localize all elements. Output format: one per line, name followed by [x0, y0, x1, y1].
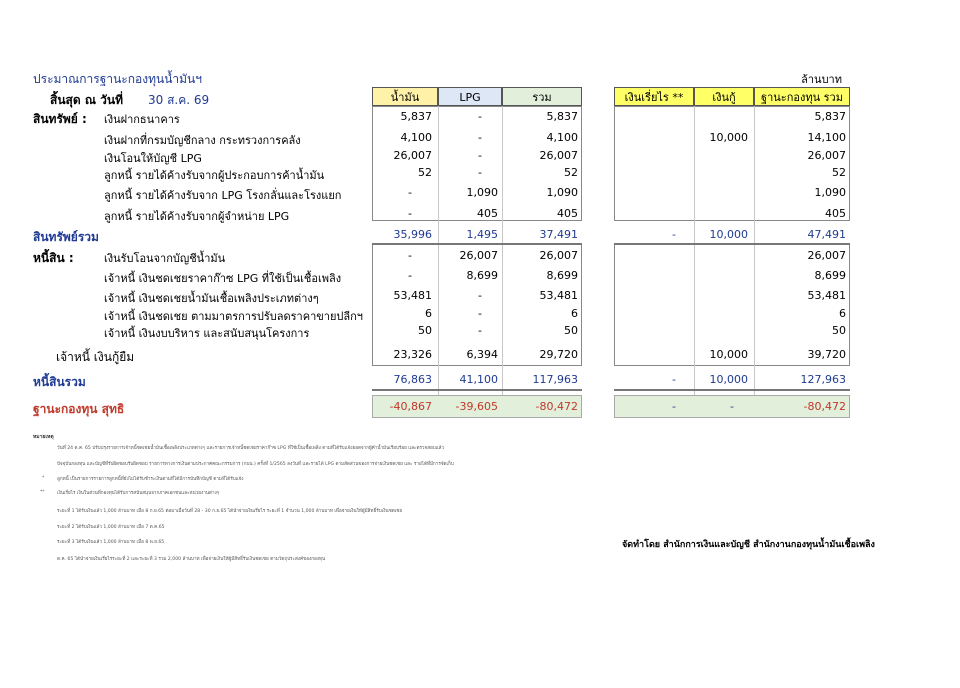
- cell-loan: -: [730, 400, 734, 413]
- cell-lpg: -: [478, 324, 482, 337]
- cell-fund: 1,090: [814, 186, 846, 199]
- cell-total: -80,472: [535, 400, 578, 413]
- cell-total: 1,090: [546, 186, 578, 199]
- note-line: เงินเรี่ยไร เงินในส่วนที่กองทุนได้รับการสนับสนุนจากภาคเอกชนและหน่วยงานต่างๆ: [57, 491, 220, 496]
- cell-oil: 6: [425, 307, 432, 320]
- cell-oil: 4,100: [400, 131, 432, 144]
- row-label: ลูกหนี้ รายได้ค้างรับจากผู้ประกอบการค้าน้ำมัน: [104, 169, 325, 182]
- cell-lpg: -: [478, 289, 482, 302]
- cell-cash: -: [672, 400, 676, 413]
- cell-lpg: 1,090: [466, 186, 498, 199]
- header-cash: เงินเรี่ยไร **: [614, 87, 694, 106]
- row-label: เจ้าหนี้ เงินกู้ยืม: [56, 350, 135, 364]
- cell-oil: 50: [418, 324, 432, 337]
- cell-fund: 47,491: [807, 228, 846, 241]
- row-label: เจ้าหนี้ เงินชดเชยน้ำมันเชื้อเพลิงประเภทต่างๆ: [104, 292, 319, 305]
- divider: [372, 243, 582, 245]
- cell-lpg: -39,605: [455, 400, 498, 413]
- cell-lpg: -: [478, 149, 482, 162]
- row-label: เจ้าหนี้ เงินชดเชยราคาก๊าซ LPG ที่ใช้เป็นเชื้อเพลิง: [104, 272, 342, 285]
- cell-oil: 53,481: [393, 289, 432, 302]
- note-marker: *: [42, 476, 45, 481]
- cell-fund: 26,007: [807, 149, 846, 162]
- note-line: ลูกหนี้ เป็นรายการรายการลูกหนี้ที่ยังไม่ได้รับชำระเงินตามที่ได้มีการบันทึกบัญชี ตามที่ได้รับแจ้ง: [57, 477, 244, 482]
- cell-lpg: 41,100: [459, 373, 498, 386]
- liabilities-section-label: หนี้สิน :: [33, 251, 74, 265]
- divider: [754, 106, 755, 417]
- cell-oil: -40,867: [389, 400, 432, 413]
- header-oil: น้ำมัน: [372, 87, 438, 106]
- cell-total: 8,699: [546, 269, 578, 282]
- row-label: ฐานะกองทุน สุทธิ: [33, 402, 125, 416]
- row-label: เงินฝากที่กรมบัญชีกลาง กระทรวงการคลัง: [104, 134, 301, 147]
- cell-lpg: 6,394: [466, 348, 498, 361]
- header-lpg: LPG: [438, 87, 502, 106]
- cell-total: 405: [557, 207, 578, 220]
- cell-oil: 52: [418, 166, 432, 179]
- cell-total: 50: [564, 324, 578, 337]
- prepared-by: จัดทำโดย สำนักการเงินและบัญชี สำนักงานกองทุนน้ำมันเชื้อเพลิง: [622, 540, 875, 550]
- cell-oil: -: [408, 249, 412, 262]
- cell-fund: 39,720: [807, 348, 846, 361]
- as-of-date: 30 ส.ค. 69: [148, 93, 210, 107]
- cell-loan: 10,000: [709, 373, 748, 386]
- assets-section-label: สินทรัพย์ :: [33, 112, 87, 126]
- cell-cash: -: [672, 373, 676, 386]
- cell-fund: 6: [839, 307, 846, 320]
- cell-fund: 53,481: [807, 289, 846, 302]
- cell-loan: 10,000: [709, 131, 748, 144]
- cell-lpg: -: [478, 166, 482, 179]
- cell-oil: 5,837: [400, 110, 432, 123]
- cell-loan: 10,000: [709, 228, 748, 241]
- row-label: เจ้าหนี้ เงินชดเชย ตามมาตรการปรับลดราคาขายปลีกฯ: [104, 310, 363, 323]
- cell-oil: -: [408, 207, 412, 220]
- cell-total: 26,007: [539, 149, 578, 162]
- note-line: ต.ค. 65 ได้นำจ่ายเงินเรี่ยไรระยะที่ 2 และระยะที่ 3 รวม 2,000 ล้านบาท เพื่อจ่ายเงินให้ผู้มีสิทธิ์รับเงินชดเชย ตามวัตถุประสงค์ของกองทุน: [57, 557, 326, 562]
- cell-lpg: 26,007: [459, 249, 498, 262]
- cell-total: 26,007: [539, 249, 578, 262]
- cell-total: 4,100: [546, 131, 578, 144]
- cell-cash: -: [672, 228, 676, 241]
- cell-lpg: -: [478, 131, 482, 144]
- cell-lpg: -: [478, 307, 482, 320]
- note-line: วันที่ 24 ต.ค. 65 ปรับปรุงรายการเจ้าหนี้ชดเชยน้ำมันเชื้อเพลิงประเภทต่างๆ และรายการเจ้าหนี้ชดเชยราคาก๊าซ LPG ที่ใช้เป็นเชื้อเพลิง ตามที่ได้รับแจ้งยอดจากผู้ค้าน้ำมันเรียบร้อย และตรวจสอบแล้ว: [57, 446, 445, 451]
- cell-lpg: 8,699: [466, 269, 498, 282]
- note-line: ระยะที่ 1 ได้รับเงินแล้ว 1,000 ล้านบาท เมื่อ 8 ก.ย.65 ต่อมาเมื่อวันที่ 28 - 30 ก.ย.65 ได้นำจ่ายเงินเรี่ยไร ระยะที่ 1 จำนวน 1,000 ล้านบาท เพื่อจ่ายเงินให้ผู้มีสิทธิ์รับเงินชดเชย: [57, 509, 403, 514]
- cell-oil: 23,326: [393, 348, 432, 361]
- cell-oil: 76,863: [393, 373, 432, 386]
- note-marker: **: [40, 490, 45, 495]
- note-line: ปัจจุบันกองทุน และบัญชีที่รับผิดชอบรับผิดชอบ รายการทางการเงินตามประกาศคณะกรรมการ (กบน.) ครั้งที่ 1/2565 ลงวันที่ และรายได้ LPG ตามสัดส่วนของการจ่ายเงินชดเชย และ รายได้ที่มีการจัดเก็บ: [57, 462, 454, 467]
- cell-fund: 8,699: [814, 269, 846, 282]
- cell-total: 6: [571, 307, 578, 320]
- row-label: หนี้สินรวม: [33, 375, 86, 389]
- cell-oil: 35,996: [393, 228, 432, 241]
- assets-frame-left: [372, 106, 582, 221]
- header-fund-total: ฐานะกองทุน รวม: [754, 87, 850, 106]
- divider: [614, 389, 850, 391]
- cell-total: 37,491: [539, 228, 578, 241]
- cell-oil: 26,007: [393, 149, 432, 162]
- cell-fund: 5,837: [814, 110, 846, 123]
- cell-fund: 127,963: [800, 373, 846, 386]
- note-line: ระยะที่ 3 ได้รับเงินแล้ว 1,000 ล้านบาท เมื่อ 8 พ.ย.65: [57, 540, 165, 545]
- cell-fund: -80,472: [803, 400, 846, 413]
- cell-lpg: -: [478, 110, 482, 123]
- cell-lpg: 1,495: [466, 228, 498, 241]
- cell-oil: -: [408, 269, 412, 282]
- divider: [372, 389, 582, 391]
- row-label: เงินฝากธนาคาร: [104, 113, 180, 126]
- row-label: ลูกหนี้ รายได้ค้างรับจาก LPG โรงกลั่นและโรงแยก: [104, 189, 342, 202]
- cell-total: 29,720: [539, 348, 578, 361]
- cell-total: 5,837: [546, 110, 578, 123]
- report-title: ประมาณการฐานะกองทุนน้ำมันฯ: [33, 72, 202, 86]
- cell-total: 117,963: [532, 373, 578, 386]
- cell-total: 52: [564, 166, 578, 179]
- cell-fund: 14,100: [807, 131, 846, 144]
- row-label: สินทรัพย์รวม: [33, 230, 99, 244]
- row-label: เงินโอนให้บัญชี LPG: [104, 152, 202, 165]
- assets-frame-right: [614, 106, 850, 221]
- header-loan: เงินกู้: [694, 87, 754, 106]
- as-of-label: สิ้นสุด ณ วันที่: [50, 93, 123, 107]
- cell-lpg: 405: [477, 207, 498, 220]
- note-line: ระยะที่ 2 ได้รับเงินแล้ว 1,000 ล้านบาท เมื่อ 7 ต.ค.65: [57, 525, 165, 530]
- cell-fund: 26,007: [807, 249, 846, 262]
- cell-loan: 10,000: [709, 348, 748, 361]
- divider: [614, 243, 850, 245]
- divider: [694, 106, 695, 417]
- cell-oil: -: [408, 186, 412, 199]
- cell-total: 53,481: [539, 289, 578, 302]
- cell-fund: 405: [825, 207, 846, 220]
- cell-fund: 52: [832, 166, 846, 179]
- row-label: เจ้าหนี้ เงินงบบริหาร และสนับสนุนโครงการ: [104, 327, 310, 340]
- notes-header: หมายเหตุ: [33, 434, 54, 440]
- row-label: ลูกหนี้ รายได้ค้างรับจากผู้จำหน่าย LPG: [104, 210, 290, 223]
- header-total: รวม: [502, 87, 582, 106]
- cell-fund: 50: [832, 324, 846, 337]
- row-label: เงินรับโอนจากบัญชีน้ำมัน: [104, 252, 226, 265]
- unit-label: ล้านบาท: [801, 73, 842, 86]
